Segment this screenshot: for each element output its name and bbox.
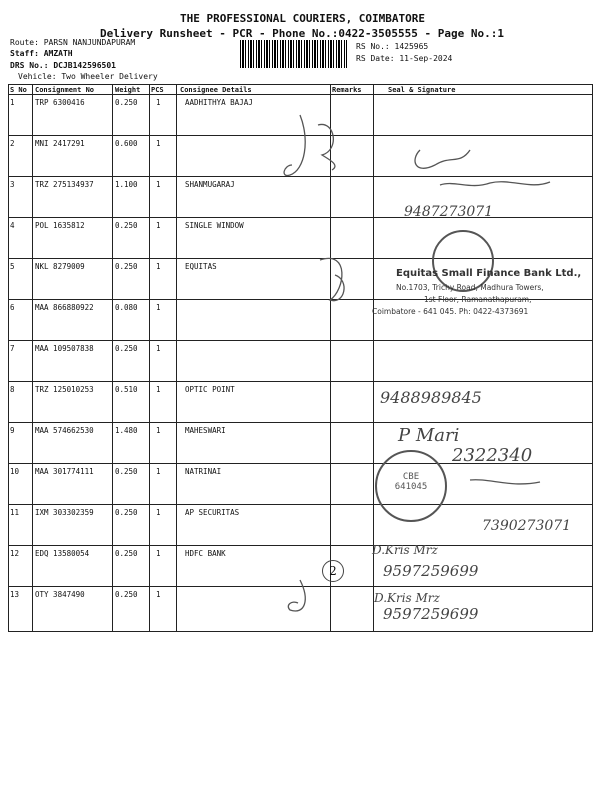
row-weight: 0.080 xyxy=(115,303,138,312)
row-consignment: MAA 866880922 xyxy=(35,303,94,312)
stamp-bank-address3: Coimbatore - 641 045. Ph: 0422-4373691 xyxy=(372,307,529,316)
row-consignment: TRZ 275134937 xyxy=(35,180,94,189)
row-pcs: 1 xyxy=(156,344,161,353)
row-consignment: TRZ 125010253 xyxy=(35,385,94,394)
col-header-remarks: Remarks xyxy=(332,86,362,94)
route-label: Route: PARSN NANJUNDAPURAM xyxy=(10,38,136,47)
row-sno: 1 xyxy=(10,98,15,107)
row-pcs: 1 xyxy=(156,590,161,599)
row-consignment: NKL 8279009 xyxy=(35,262,85,271)
row-weight: 0.250 xyxy=(115,508,138,517)
row-sno: 3 xyxy=(10,180,15,189)
row-consignment: POL 1635812 xyxy=(35,221,85,230)
row-consignment: MAA 301774111 xyxy=(35,467,94,476)
row-sno: 2 xyxy=(10,139,15,148)
drs-label: DRS No.: DCJB142596501 xyxy=(10,61,116,70)
row-sno: 12 xyxy=(10,549,20,558)
row-weight: 0.250 xyxy=(115,467,138,476)
stamp-bank-address2: 1st Floor, Ramanathapuram, xyxy=(424,295,532,304)
row-consignee: AADHITHYA BAJAJ xyxy=(185,98,253,107)
row-pcs: 1 xyxy=(156,139,161,148)
col-header-pcs: PCS xyxy=(151,86,164,94)
stamp-pincode: 641045 xyxy=(394,482,428,492)
row11-handwritten-phone: 7390273071 xyxy=(482,518,572,534)
col-header-consignment: Consignment No xyxy=(35,86,95,94)
rs-number: RS No.: 1425965 xyxy=(356,42,429,51)
row-weight: 0.250 xyxy=(115,98,138,107)
row-pcs: 1 xyxy=(156,426,161,435)
row-sno: 11 xyxy=(10,508,20,517)
stamp-bank-address1: No.1703, Trichy Road, Madhura Towers, xyxy=(396,283,544,292)
row-consignee: NATRINAI xyxy=(185,467,222,476)
row-pcs: 1 xyxy=(156,221,161,230)
stamp-cbe: CBE xyxy=(402,472,420,482)
row-pcs: 1 xyxy=(156,467,161,476)
row3-handwritten-phone: 9487273071 xyxy=(404,204,494,220)
row-weight: 1.480 xyxy=(115,426,138,435)
row-sno: 10 xyxy=(10,467,20,476)
row-weight: 0.250 xyxy=(115,221,138,230)
row8-handwritten-phone: 9488989845 xyxy=(380,388,482,407)
row-weight: 0.600 xyxy=(115,139,138,148)
row12-handwritten-phone: 9597259699 xyxy=(383,562,479,580)
row-weight: 0.250 xyxy=(115,344,138,353)
row-weight: 0.250 xyxy=(115,262,138,271)
row-sno: 7 xyxy=(10,344,15,353)
row-pcs: 1 xyxy=(156,262,161,271)
row12-handwritten-name: D.Kris Mrz xyxy=(372,543,438,557)
post-office-stamp xyxy=(375,450,447,522)
row-weight: 1.100 xyxy=(115,180,138,189)
row-consignee: SINGLE WINDOW xyxy=(185,221,244,230)
stamp-bank-name: Equitas Small Finance Bank Ltd., xyxy=(396,268,582,279)
row-sno: 13 xyxy=(10,590,20,599)
row-sno: 4 xyxy=(10,221,15,230)
row-pcs: 1 xyxy=(156,549,161,558)
row-consignment: MNI 2417291 xyxy=(35,139,85,148)
row13-handwritten-phone: 9597259699 xyxy=(383,605,479,623)
col-header-sno: S No xyxy=(10,86,27,94)
row-consignee: EQUITAS xyxy=(185,262,217,271)
row-sno: 9 xyxy=(10,426,15,435)
circled-number: 2 xyxy=(322,560,344,582)
runsheet-subtitle: Delivery Runsheet - PCR - Phone No.:0422-3505555 - Page No.:1 xyxy=(100,27,504,40)
row-consignee: SHANMUGARAJ xyxy=(185,180,235,189)
row-weight: 0.250 xyxy=(115,590,138,599)
col-header-consignee: Consignee Details xyxy=(180,86,252,94)
row-consignment: MAA 109507838 xyxy=(35,344,94,353)
rs-date: RS Date: 11-Sep-2024 xyxy=(356,54,453,63)
row-pcs: 1 xyxy=(156,385,161,394)
row-consignee: MAHESWARI xyxy=(185,426,226,435)
row-consignment: TRP 6300416 xyxy=(35,98,85,107)
row-sno: 5 xyxy=(10,262,15,271)
row-weight: 0.510 xyxy=(115,385,138,394)
row-consignment: MAA 574662530 xyxy=(35,426,94,435)
row-sno: 6 xyxy=(10,303,15,312)
col-header-weight: Weight xyxy=(115,86,141,94)
col-header-signature: Seal & Signature xyxy=(388,86,456,94)
row-consignee: AP SECURITAS xyxy=(185,508,240,517)
staff-label: Staff: AMZATH xyxy=(10,49,73,58)
row9-handwritten-name: P Mari xyxy=(398,425,460,446)
row-consignment: OTY 3847490 xyxy=(35,590,85,599)
row9-handwritten-phone: 2322340 xyxy=(452,445,533,466)
row-weight: 0.250 xyxy=(115,549,138,558)
row-consignment: EDQ 13580054 xyxy=(35,549,90,558)
company-title: THE PROFESSIONAL COURIERS, COIMBATORE xyxy=(180,12,426,25)
row-pcs: 1 xyxy=(156,98,161,107)
row-consignee: OPTIC POINT xyxy=(185,385,235,394)
row-pcs: 1 xyxy=(156,508,161,517)
vehicle-label: Vehicle: Two Wheeler Delivery xyxy=(18,72,158,81)
row-pcs: 1 xyxy=(156,303,161,312)
row-consignment: IXM 303302359 xyxy=(35,508,94,517)
row-pcs: 1 xyxy=(156,180,161,189)
row13-handwritten-name: D.Kris Mrz xyxy=(374,591,440,605)
row-sno: 8 xyxy=(10,385,15,394)
row-consignee: HDFC BANK xyxy=(185,549,226,558)
